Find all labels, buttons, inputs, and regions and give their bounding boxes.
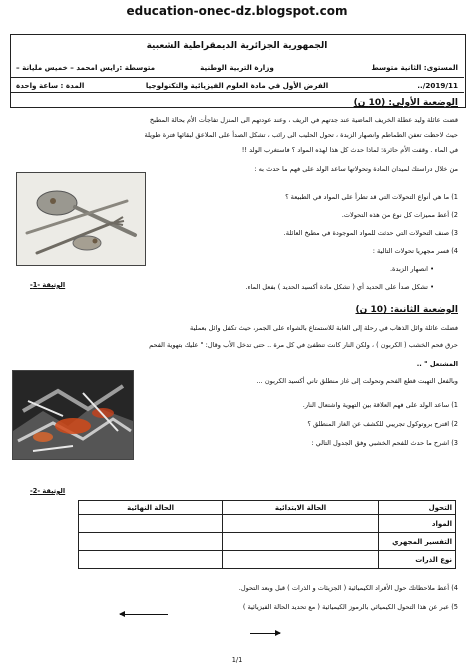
table-cell[interactable] <box>79 533 223 551</box>
situation2-question: 1) ساعد الولد على فهم العلاقة بين التهوية واشتعال النار. <box>302 401 458 409</box>
table-header: الحالة الابتدائية <box>223 501 379 515</box>
situation1-title: الوضعية الأولى: (10 ن) <box>353 98 458 108</box>
situation1-text-line: في الماء . وقفت الأم حائرة: لماذا حدث كل هذا لهذه المواد ؟ فاستغرب الولد !! <box>241 146 458 154</box>
header-divider <box>10 92 464 93</box>
blog-url[interactable]: education-onec-dz.blogspot.com <box>126 4 348 18</box>
reaction-arrow <box>120 614 168 615</box>
ministry-label: وزارة التربية الوطنية <box>200 63 274 72</box>
rusty-spoons-image <box>16 172 146 266</box>
situation1-question: 1) ما هي أنواع التحولات التي قد تطرأ على المواد في الطبيعة ؟ <box>285 193 458 201</box>
burning-charcoal-image <box>12 370 134 460</box>
table-row-label: نوع الذرات <box>379 551 456 569</box>
situation2-question: 4) أعط ملاحظاتك حول الأفراد الكيميائية ( الجزيئات و الذرات ) قبل وبعد التحول. <box>238 584 458 592</box>
document2-label: الوثيقة -2- <box>30 487 66 495</box>
subitem-text: تشكل صدأ على الحديد أي ( تشكل مادة أكسيد الحديد ) بفعل الماء. <box>245 283 428 291</box>
situation2-text-line: وبالفعل التهبت قطع الفحم وتحولت إلى غاز منطلق تاني أكسيد الكربون ... <box>256 377 458 385</box>
situation1-text-line: حيث لاحظت تعفن الطماطم وانصهار الزبدة ، تحول الحليب الى رائب ، تشكل الصدأ على الملاعق لبقائها فترة طويلة <box>144 131 458 139</box>
table-row-label: التفسير المجهري <box>379 533 456 551</box>
situation1-question: 2) أعط مميزات كل نوع من هذه التحولات. <box>341 211 458 219</box>
table-cell[interactable] <box>79 515 223 533</box>
table-cell[interactable] <box>223 515 379 533</box>
level-label: المستوى: الثانية متوسط <box>371 63 458 72</box>
situation2-text-line: حرق فحم الخشب ( الكربون ) ، ولكن النار كانت تنطفئ في كل مرة .. حتى تدخل الأب وقال: " عليك بتهوية الفحم <box>149 341 458 349</box>
situation1-text-line: قضت عائلة وليد عطلة الخريف الماضية عند جدتهم في الريف ، وعند عودتهم الى المنزل تفاجأت الأم بحالة المطبخ <box>149 116 458 124</box>
situation2-question: 3) اشرح ما حدث للفحم الخشبي وفق الجدول التالي : <box>311 439 458 447</box>
exam-duration: المدة : ساعة واحدة <box>16 81 85 90</box>
situation2-title: الوضعية الثانية: (10 ن) <box>355 305 458 315</box>
republic-title: الجمهورية الجزائرية الديمقراطية الشعبية <box>146 41 328 51</box>
situation1-subitem: • تشكل صدأ على الحديد أي ( تشكل مادة أكسيد الحديد ) بفعل الماء. <box>245 283 434 291</box>
situation1-text-line: من خلال دراستك لميدان المادة وتحولاتها ساعد الولد على فهم ما حدث به : <box>254 165 458 173</box>
page-number: 1/1 <box>231 656 243 664</box>
school-label: متوسطة :رايس امحمد – خميس مليانة – <box>16 63 156 72</box>
reaction-arrow <box>250 633 280 634</box>
table-header: التحول <box>379 501 456 515</box>
situation1-question: 3) صنف التحولات التي حدثت للمواد الموجودة في مطبخ العائلة. <box>283 229 458 237</box>
situation2-question: 5) عبر عن هذا التحول الكيميائي بالرموز الكيميائية ( مع تحديد الحالة الفيزيائية ) <box>242 603 458 611</box>
situation2-text-line: فضلت عائلة وائل الذهاب في رحلة إلى الغابة للاستمتاع بالشواء على الجمر، حيث تكفل وائل بعملية <box>190 324 458 332</box>
situation1-question: 4) فسر مجهريا تحولات التالية : <box>372 247 458 255</box>
table-cell[interactable] <box>79 551 223 569</box>
transformation-table <box>78 500 456 569</box>
subitem-text: انصهار الزبدة. <box>389 265 428 273</box>
exam-date: 2019/11/.. <box>417 81 458 90</box>
table-header: الحالة النهائية <box>79 501 223 515</box>
situation2-text-line: المشتعل " .. <box>416 360 458 368</box>
situation1-subitem: • انصهار الزبدة. <box>389 265 434 273</box>
header-divider <box>10 77 464 78</box>
table-cell[interactable] <box>223 533 379 551</box>
table-cell[interactable] <box>223 551 379 569</box>
table-row-label: المواد <box>379 515 456 533</box>
situation2-question: 2) اقترح بروتوكول تجريبي للكشف عن الغاز المنطلق ؟ <box>307 420 458 428</box>
exam-title: الفرض الأول في مادة العلوم الفيزيائية والتكنولوجيا <box>145 81 329 90</box>
document1-label: الوثيقة -1- <box>30 281 66 289</box>
